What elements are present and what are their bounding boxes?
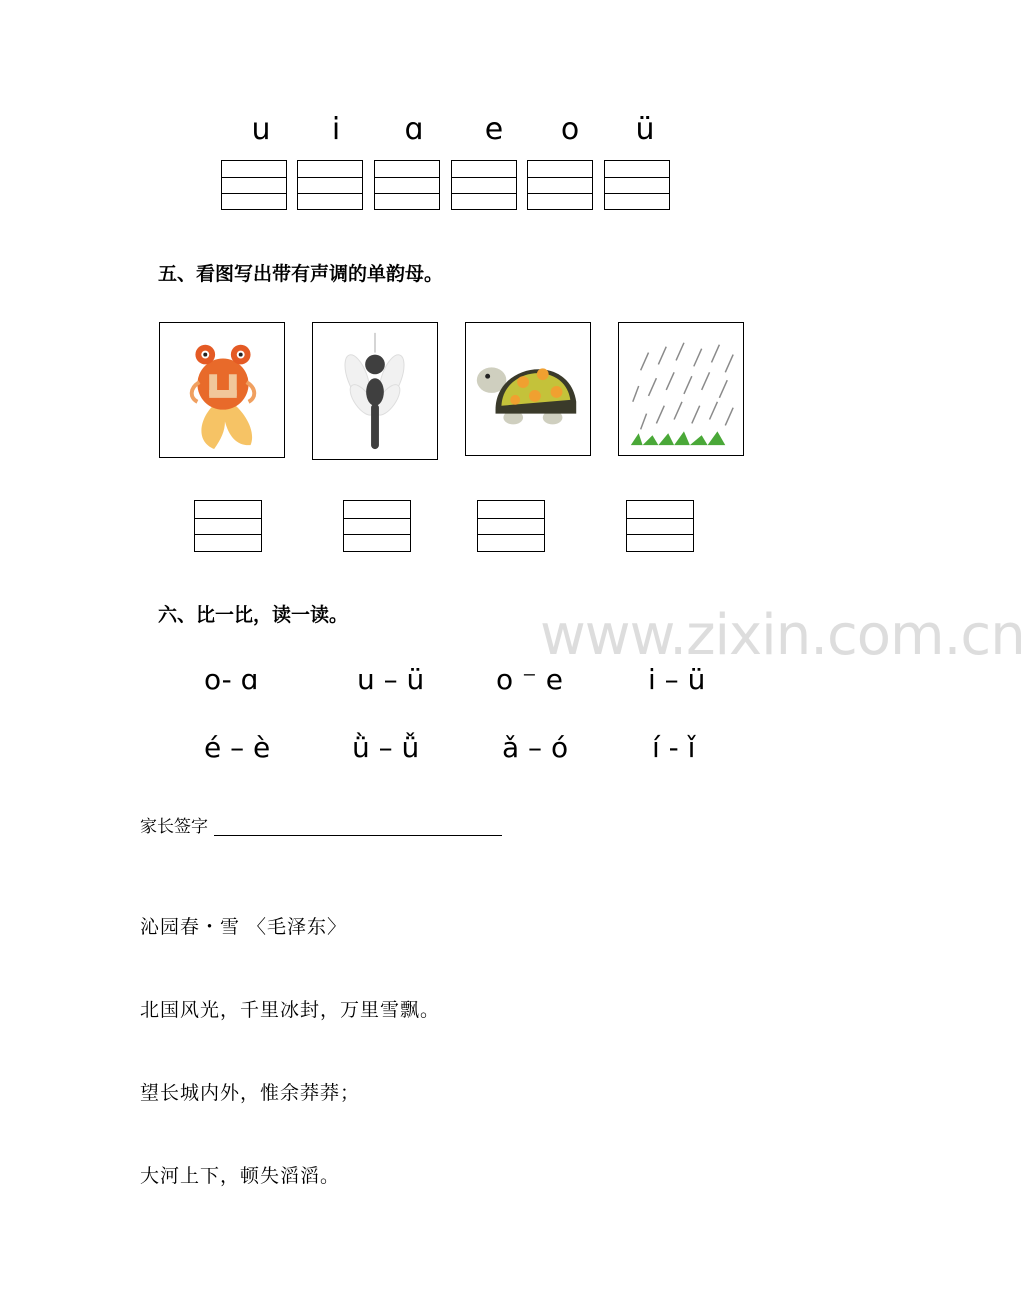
writing-grid[interactable] (604, 160, 670, 210)
writing-grid[interactable] (451, 160, 517, 210)
poem-line: 北国风光，千里冰封，万里雪飘。 (140, 999, 441, 1021)
parent-signature-line[interactable] (214, 835, 502, 836)
section5-heading: 五、看图写出带有声调的单韵母。 (158, 263, 444, 285)
vowel-label: u (251, 112, 271, 147)
vowel-pair: u – ü (357, 663, 425, 696)
writing-grid[interactable] (477, 500, 545, 552)
turtle-picture (465, 322, 591, 456)
turtle-icon (466, 323, 590, 455)
parent-signature-label: 家长签字 (140, 817, 208, 837)
section6-heading: 六、比一比，读一读。 (158, 604, 349, 626)
vowel-pair: o- ɑ (204, 663, 259, 696)
dragonfly-icon (313, 323, 437, 459)
rain-icon (619, 323, 743, 455)
goldfish-icon (160, 323, 284, 457)
vowel-label: o (560, 112, 580, 147)
writing-grid[interactable] (527, 160, 593, 210)
rain-picture (618, 322, 744, 456)
goldfish-picture (159, 322, 285, 458)
vowel-label: ü (635, 112, 655, 147)
vowel-pair: í - ǐ (652, 731, 696, 764)
writing-grid[interactable] (221, 160, 287, 210)
writing-grid[interactable] (194, 500, 262, 552)
vowel-pair: o ⁻ e (496, 663, 563, 696)
vowel-label: ɑ (404, 112, 424, 147)
writing-grid[interactable] (343, 500, 411, 552)
poem-line: 望长城内外，惟余莽莽； (140, 1082, 361, 1104)
vowel-pair: i – ü (648, 663, 706, 696)
vowel-pair: é – è (204, 731, 271, 764)
poem-line: 大河上下，顿失滔滔。 (140, 1165, 341, 1187)
writing-grid[interactable] (297, 160, 363, 210)
vowel-label: e (484, 112, 504, 147)
vowel-pair: ǎ – ó (502, 731, 569, 764)
vowel-pair: ǜ – ǚ (352, 731, 420, 764)
writing-grid[interactable] (374, 160, 440, 210)
poem-title: 沁园春・雪 〈毛泽东〉 (140, 916, 348, 938)
dragonfly-picture (312, 322, 438, 460)
writing-grid[interactable] (626, 500, 694, 552)
vowel-label: i (331, 112, 341, 147)
watermark: www.zixin.com.cn (540, 603, 1025, 668)
